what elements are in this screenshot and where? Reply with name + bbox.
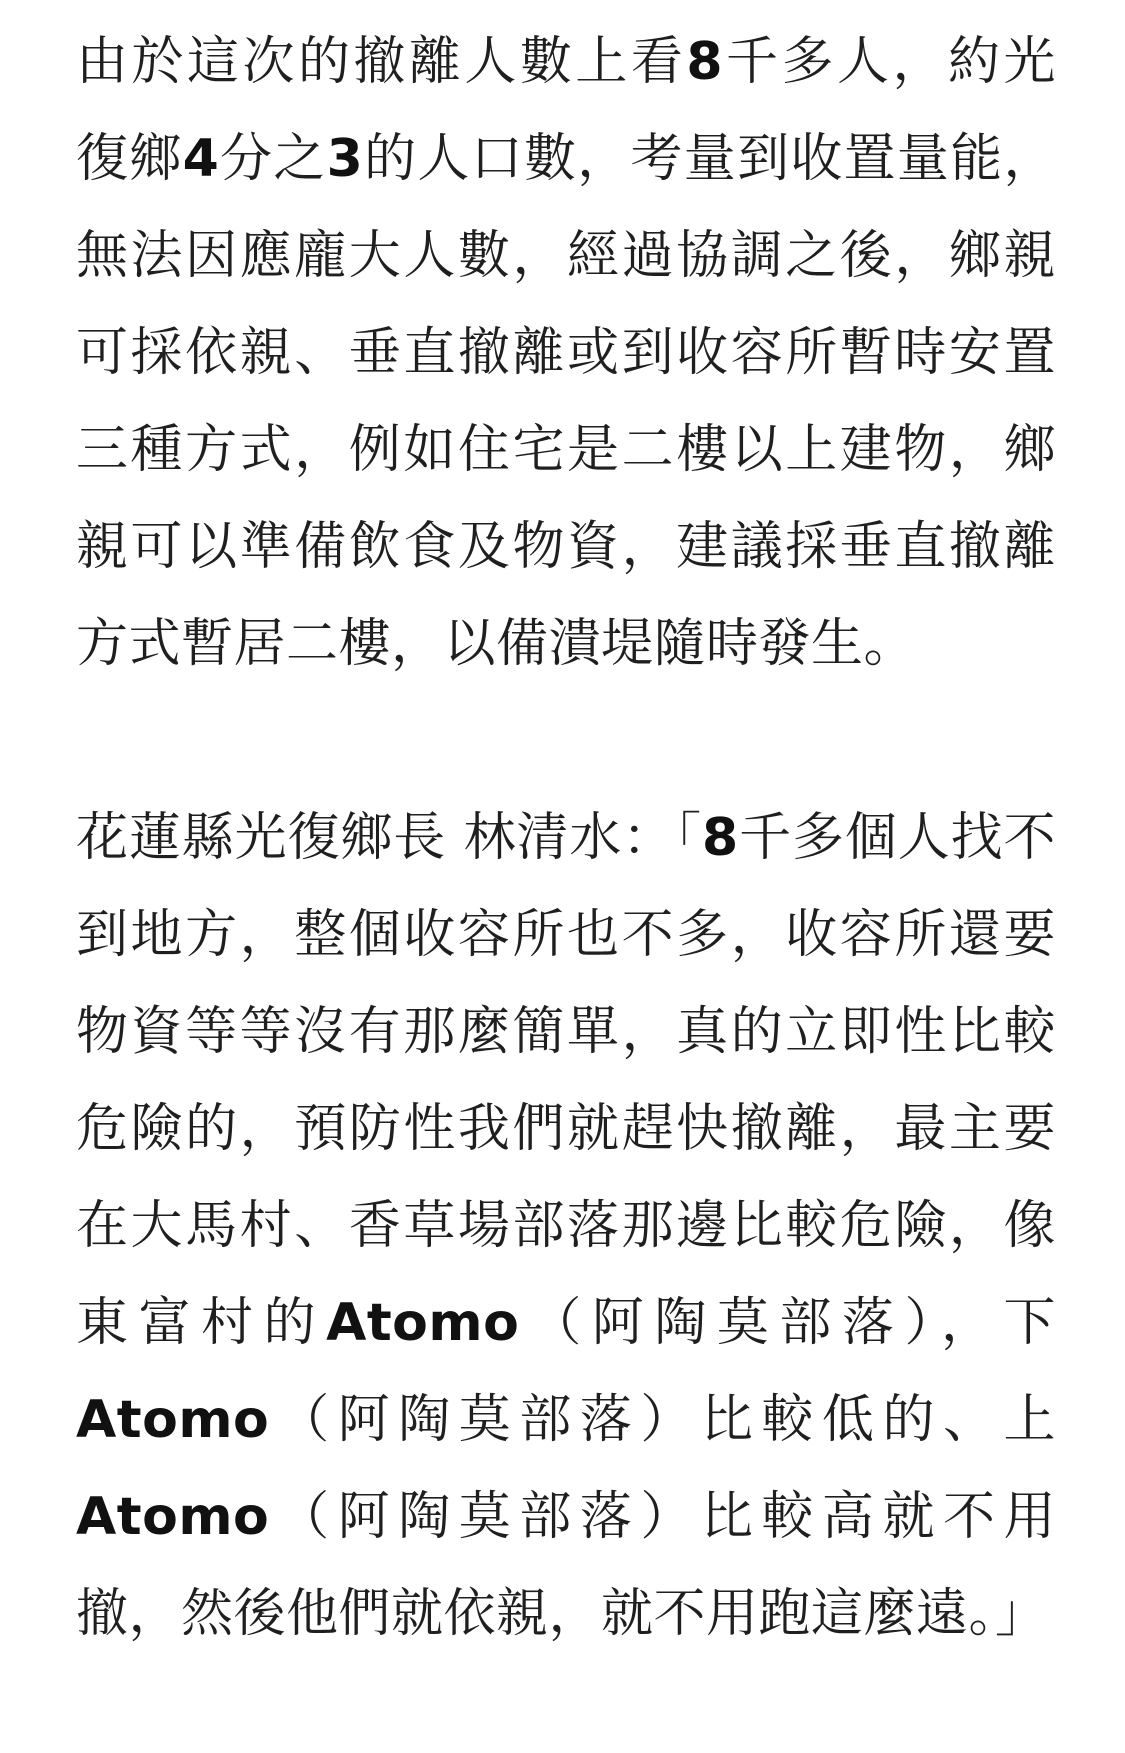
text-segment: 由於這次的撤離人數上看 bbox=[76, 32, 687, 92]
bold-number: 8 bbox=[686, 32, 724, 92]
paragraph-mayor-quote bbox=[76, 790, 1056, 1663]
text-segment: 花蓮縣光復鄉長 林清水：「 bbox=[76, 808, 703, 868]
bold-number: 4 bbox=[182, 129, 220, 189]
text-segment: （阿陶莫部落），下 bbox=[519, 1293, 1056, 1353]
bold-term-atomo: Atomo bbox=[326, 1293, 520, 1353]
bold-number: 3 bbox=[326, 129, 364, 189]
bold-term-atomo: Atomo bbox=[76, 1390, 270, 1450]
text-segment: 千多人，約光復鄉 bbox=[76, 32, 1056, 189]
bold-number: 8 bbox=[702, 808, 739, 868]
text-segment: 分之 bbox=[219, 129, 327, 189]
text-segment: 的人口數，考量到收置量能，無法因應龐大人數，經過協調之後，鄉親可採依親、垂直撤離或到收容所暫時安置三種方式，例如住宅是二樓以上建物，鄉親可以準備飲食及物資，建議採垂直撤離方式暫居二樓，以備潰堤隨時發生。 bbox=[76, 129, 1056, 674]
article-body bbox=[76, 14, 1056, 1663]
text-segment: （阿陶莫部落）比較高就不用撤，然後他們就依親，就不用跑這麼遠。」 bbox=[76, 1487, 1056, 1644]
text-segment: （阿陶莫部落）比較低的、上 bbox=[269, 1390, 1056, 1450]
text-segment: 千多個人找不到地方，整個收容所也不多，收容所還要物資等等沒有那麼簡單，真的立即性比較危險的，預防性我們就趕快撤離，最主要在大馬村、香草場部落那邊比較危險，像東富村的 bbox=[76, 808, 1056, 1353]
bold-term-atomo: Atomo bbox=[76, 1487, 270, 1547]
paragraph-evacuation-info bbox=[76, 14, 1056, 693]
